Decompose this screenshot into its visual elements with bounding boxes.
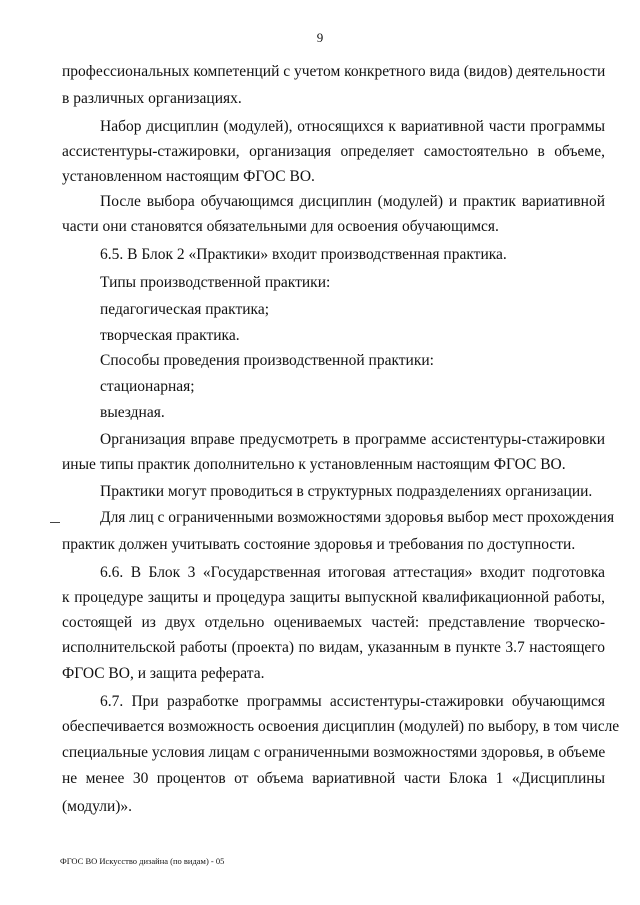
text-line: иные типы практик дополнительно к установленным настоящим ФГОС ВО. [62,456,566,473]
text-line: ассистентуры-стажировки, организация определяет самостоятельно в объеме, [62,143,605,160]
text-line: ФГОС ВО, и защита реферата. [62,665,265,682]
text-line: педагогическая практика; [100,301,270,318]
text-line: в различных организациях. [62,90,242,107]
footer: ФГОС ВО Искусство дизайна (по видам) - 05 [60,856,225,866]
text-line: Для лиц с ограниченными возможностями здоровья выбор мест прохождения [100,509,615,526]
margin-mark [50,522,60,523]
page-number: 9 [316,30,324,45]
text-line: профессиональных компетенций с учетом конкретного вида (видов) деятельности [62,63,606,80]
text-line: практик должен учитывать состояние здоровья и требования по доступности. [62,536,576,553]
text-line: Набор дисциплин (модулей), относящихся к вариативной части программы [100,118,605,135]
text-line: установленном настоящим ФГОС ВО. [62,168,315,185]
text-line: Способы проведения производственной практики: [100,352,434,369]
text-line: Организация вправе предусмотреть в программе ассистентуры-стажировки [100,431,605,448]
text-line: стационарная; [100,378,195,395]
text-line: Практики могут проводиться в структурных подразделениях организации. [100,483,593,500]
text-line: к процедуре защиты и процедура защиты выпускной квалификационной работы, [62,589,605,606]
text-line: части они становятся обязательными для освоения обучающимся. [62,218,499,235]
text-line: Типы производственной практики: [100,274,331,291]
text-line: 6.6. В Блок 3 «Государственная итоговая аттестация» входит подготовка [100,564,605,581]
text-line: состоящей из двух отдельно оцениваемых частей: представление творческо- [62,614,605,631]
text-line: 6.7. При разработке программы ассистентуры-стажировки обучающимся [100,693,605,710]
text-line: исполнительской работы (проекта) по видам, указанным в пункте 3.7 настоящего [62,639,605,656]
text-line: 6.5. В Блок 2 «Практики» входит производственная практика. [100,246,507,263]
text-line: (модули)». [62,798,133,815]
text-line: выездная. [100,404,165,421]
text-line: После выбора обучающимся дисциплин (модулей) и практик вариативной [100,193,605,210]
text-line: не менее 30 процентов от объема вариативной части Блока 1 «Дисциплины [62,770,605,787]
text-line: специальные условия лицам с ограниченными возможностями здоровья, в объеме [62,744,606,761]
text-line: творческая практика. [100,327,240,344]
text-line: обеспечивается возможность освоения дисциплин (модулей) по выбору, в том числе [62,718,620,735]
